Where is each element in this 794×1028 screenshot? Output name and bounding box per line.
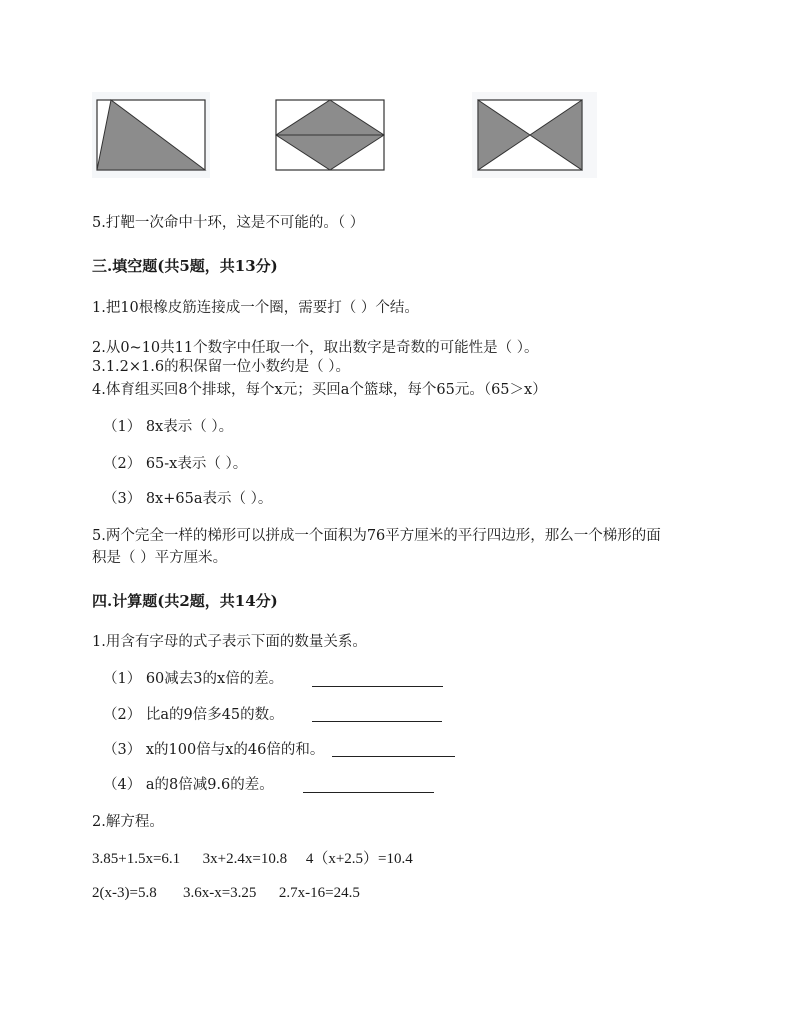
question-5-statement: 5.打靶一次命中十环，这是不可能的。（ ） bbox=[92, 215, 365, 231]
answer-blank-3[interactable] bbox=[332, 756, 455, 757]
s3-question-3: 3.1.2×1.6的积保留一位小数约是（ ）。 bbox=[92, 359, 350, 375]
equations-row-2: 2(x-3)=5.8 3.6x-x=3.25 2.7x-16=24.5 bbox=[92, 885, 360, 901]
s3-question-2: 2.从0~10共11个数字中任取一个，取出数字是奇数的可能性是（ ）。 bbox=[92, 340, 539, 356]
figures-row bbox=[92, 92, 597, 178]
s4-question-1: 1.用含有字母的式子表示下面的数量关系。 bbox=[92, 634, 367, 650]
s3-question-4: 4.体育组买回8个排球，每个x元；买回a个篮球，每个65元。（65＞x） bbox=[92, 382, 547, 398]
section-4-title: 四.计算题(共2题，共14分) bbox=[92, 592, 278, 610]
s4-q1-sub-3: （3） x的100倍与x的46倍的和。 bbox=[103, 742, 325, 758]
s4-q1-sub-4: （4） a的8倍减9.6的差。 bbox=[103, 777, 274, 793]
s3-q4-sub-1: （1） 8x表示（ ）。 bbox=[103, 419, 234, 435]
figure-rectangle-bowtie bbox=[472, 92, 597, 178]
answer-blank-4[interactable] bbox=[303, 792, 434, 793]
s3-question-5-line-2: 积是（ ）平方厘米。 bbox=[92, 550, 228, 566]
answer-blank-2[interactable] bbox=[312, 721, 442, 722]
section-3-title: 三.填空题(共5题，共13分) bbox=[92, 257, 278, 275]
s3-q4-sub-2: （2） 65-x表示（ ）。 bbox=[103, 456, 248, 472]
s3-question-1: 1.把10根橡皮筋连接成一个圈，需要打（ ）个结。 bbox=[92, 300, 419, 316]
figure-rectangle-triangle bbox=[92, 92, 210, 178]
s4-q1-sub-1: （1） 60减去3的x倍的差。 bbox=[103, 671, 284, 687]
s3-question-5-line-1: 5.两个完全一样的梯形可以拼成一个面积为76平方厘米的平行四边形，那么一个梯形的面 bbox=[92, 528, 661, 544]
answer-blank-1[interactable] bbox=[312, 686, 443, 687]
figure-rectangle-rhombus bbox=[272, 92, 390, 178]
s4-q1-sub-2: （2） 比a的9倍多45的数。 bbox=[103, 707, 284, 723]
equations-row-1: 3.85+1.5x=6.1 3x+2.4x=10.8 4（x+2.5）=10.4 bbox=[92, 851, 413, 867]
s4-question-2: 2.解方程。 bbox=[92, 814, 164, 830]
s3-q4-sub-3: （3） 8x+65a表示（ ）。 bbox=[103, 491, 273, 507]
